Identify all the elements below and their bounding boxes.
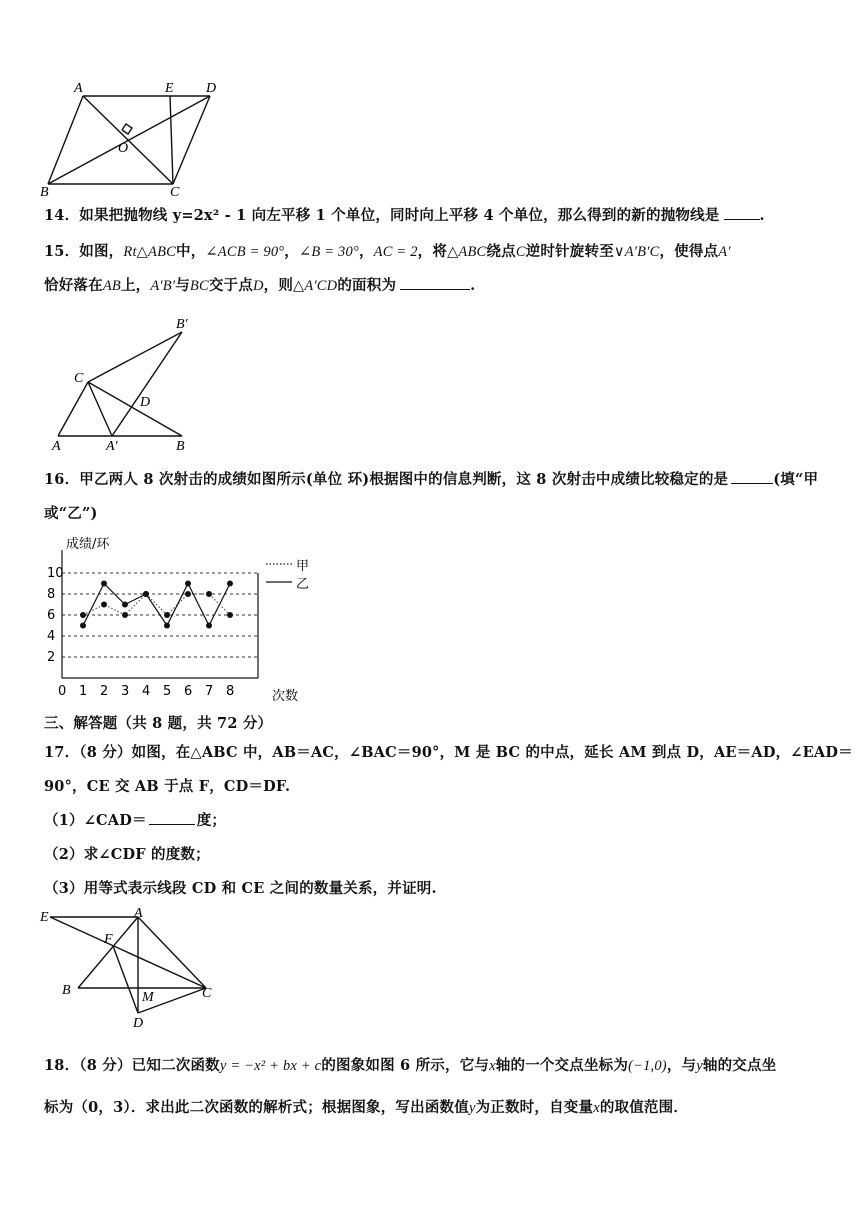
- data-point: [122, 612, 128, 618]
- question-18-line-1: 18．（8 分）已知二次函数y = −x² + bx + c的图象如图 6 所示，它与x轴的一个交点坐标为(−1,0)，与y轴的交点坐: [44, 1057, 777, 1074]
- data-point: [80, 623, 86, 629]
- data-point: [206, 591, 212, 597]
- data-point: [185, 581, 191, 587]
- question-16-line-1: 16．甲乙两人 8 次射击的成绩如图所示(单位 环)根据图中的信息判断，这 8 次射击中成绩比较稳定的是 (填“甲: [44, 471, 819, 488]
- label-B-prime: B′: [176, 317, 188, 332]
- data-point: [164, 612, 170, 618]
- label-C: C: [202, 986, 212, 1001]
- shooting-score-chart: [40, 530, 330, 705]
- legend-label: 甲: [296, 559, 310, 574]
- question-17-line-2: 90°，CE 交 AB 于点 F，CD＝DF.: [44, 778, 291, 795]
- data-point: [227, 581, 233, 587]
- question-16-line-2: 或“乙”): [44, 505, 98, 522]
- chart-ylabel: 成绩/环: [66, 537, 110, 552]
- x-tick-label: 4: [142, 684, 151, 699]
- data-point: [185, 591, 191, 597]
- question-17-sub-2: （2）求∠CDF 的度数；: [44, 846, 210, 863]
- data-point: [101, 581, 107, 587]
- label-C: C: [170, 185, 180, 198]
- data-point: [143, 591, 149, 597]
- question-17-sub-1: （1）∠CAD＝ 度；: [44, 812, 227, 829]
- label-E: E: [165, 81, 174, 96]
- answer-blank-14[interactable]: [724, 205, 760, 220]
- x-tick-label: 1: [79, 684, 88, 699]
- answer-blank-16[interactable]: [731, 469, 773, 484]
- label-B: B: [176, 439, 185, 454]
- question-17-line-1: 17．（8 分）如图，在△ABC 中，AB＝AC，∠BAC＝90°，M 是 BC 的中点，延长 AM 到点 D，AE＝AD，∠EAD＝: [44, 744, 853, 761]
- label-B: B: [62, 983, 71, 998]
- chart-xlabel: 次数: [272, 689, 299, 704]
- label-D: D: [133, 1016, 144, 1031]
- label-E: E: [40, 910, 49, 925]
- label-D: D: [140, 395, 151, 410]
- data-point: [206, 623, 212, 629]
- y-tick-label: 2: [47, 650, 56, 665]
- answer-blank-17-1[interactable]: [149, 810, 195, 825]
- parallelogram-figure: [38, 78, 228, 198]
- data-point: [227, 612, 233, 618]
- label-D: D: [206, 81, 217, 96]
- x-tick-label: 5: [163, 684, 172, 699]
- section-3-title: 三、解答题（共 8 题，共 72 分）: [44, 715, 273, 732]
- label-C: C: [74, 371, 84, 386]
- y-tick-label: 4: [47, 629, 56, 644]
- question-18-line-2: 标为（0，3）．求出此二次函数的解析式；根据图象，写出函数值y为正数时，自变量x的取值范围．: [44, 1099, 689, 1116]
- x-tick-label: 3: [121, 684, 130, 699]
- y-tick-label: 10: [47, 566, 64, 581]
- legend-label: 乙: [296, 577, 310, 592]
- data-point: [122, 602, 128, 608]
- question-14: 14．如果把抛物线 y=2x² - 1 向左平移 1 个单位，同时向上平移 4 个单位，那么得到的新的抛物线是 .: [44, 207, 765, 224]
- x-tick-label: 2: [100, 684, 109, 699]
- label-O: O: [118, 141, 129, 156]
- y-tick-label: 8: [47, 587, 56, 602]
- label-A: A: [74, 81, 83, 96]
- x-tick-label: 8: [226, 684, 235, 699]
- data-point: [101, 602, 107, 608]
- question-15-line-2: 恰好落在AB上，A′B′与BC交于点D，则△A′CD的面积为 .: [44, 277, 476, 294]
- label-A: A: [52, 439, 61, 454]
- question-17-sub-3: （3）用等式表示线段 CD 和 CE 之间的数量关系，并证明.: [44, 880, 437, 897]
- label-A-prime: A′: [106, 439, 118, 454]
- answer-blank-15[interactable]: [400, 275, 470, 290]
- data-point: [164, 623, 170, 629]
- label-F: F: [104, 932, 113, 947]
- x-tick-label: 7: [205, 684, 214, 699]
- label-B: B: [40, 185, 49, 198]
- label-M: M: [142, 990, 154, 1005]
- label-A: A: [134, 906, 143, 921]
- data-point: [80, 612, 86, 618]
- x-tick-label: 6: [184, 684, 193, 699]
- x-tick-label: 0: [58, 684, 67, 699]
- question-15-line-1: 15．如图，Rt△ABC中，∠ACB = 90°，∠B = 30°，AC = 2，将△ABC绕点C逆时针旋转至∨A′B′C，使得点A′: [44, 243, 731, 260]
- rotation-figure: [46, 312, 206, 454]
- triangle-figure-17: [38, 905, 223, 1033]
- y-tick-label: 6: [47, 608, 56, 623]
